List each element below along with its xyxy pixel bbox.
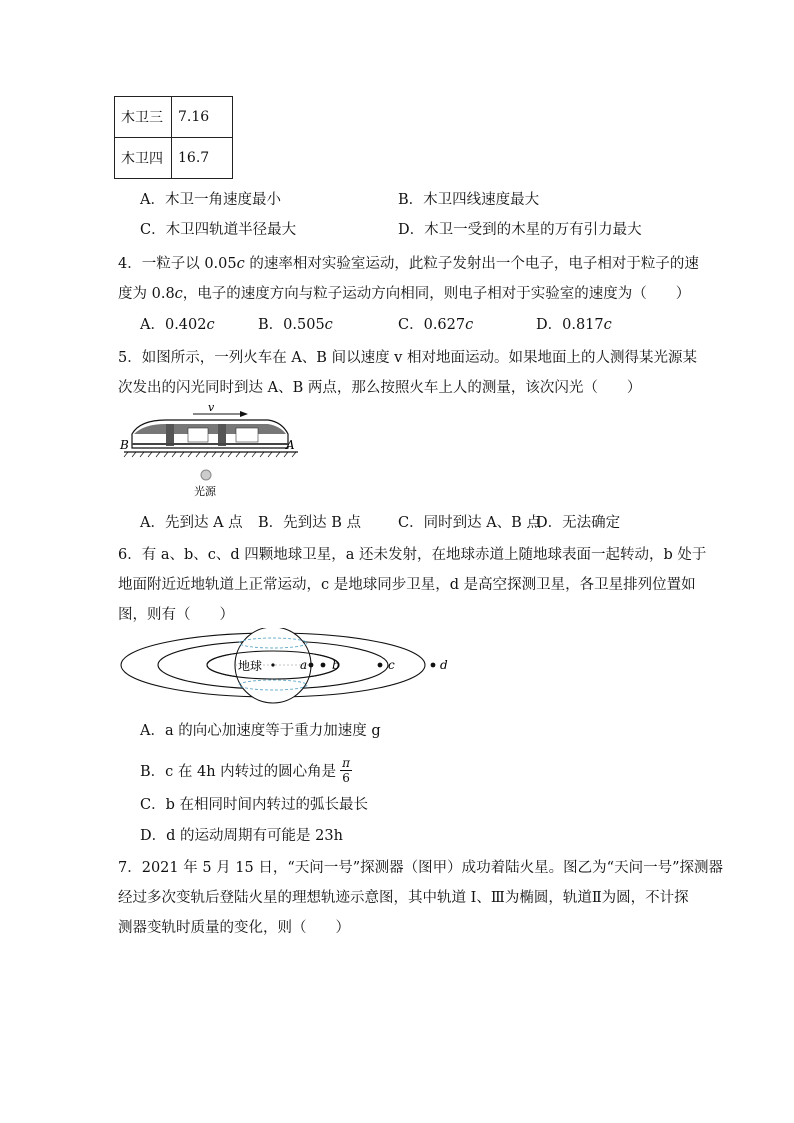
satellite-c	[378, 663, 383, 668]
q4-option-d	[536, 313, 612, 334]
q5-option-c: C．同时到达 A、B 点	[398, 515, 541, 531]
q7-stem-line3: 测器变轨时质量的变化，则（ ）	[118, 920, 350, 936]
q4-text: 4．一粒子以 0.05	[118, 256, 237, 272]
q3-option-d: D．木卫一受到的木星的万有引力最大	[398, 222, 642, 238]
q6-option-d: D．d 的运动周期有可能是 23h	[140, 828, 343, 844]
table-cell-value: 7.16	[172, 97, 233, 138]
satellite-a	[309, 663, 314, 668]
table-row	[115, 138, 233, 179]
light-source-icon	[201, 470, 211, 480]
fig-label-earth: 地球	[238, 659, 263, 673]
fraction-numerator: π	[342, 756, 351, 770]
fig-label-v: v	[208, 401, 215, 414]
q5-stem-line2: 次发出的闪光同时到达 A、B 两点，那么按照火车上人的测量，该次闪光（ ）	[118, 380, 642, 396]
fraction	[340, 756, 352, 785]
q4-option-c	[398, 313, 473, 334]
q5-stem-line1: 5．如图所示，一列火车在 A、B 间以速度 v 相对地面运动。如果地面上的人测得某光源某	[118, 350, 697, 366]
q4-text: 的速率相对实验室运动，此粒子发射出一个电子，电子相对于粒子的速	[244, 256, 699, 272]
satellite-orbit-figure	[118, 628, 458, 712]
q4-opt-text: C．0.627	[398, 317, 466, 333]
moon-data-table	[114, 96, 233, 179]
q4-text: ，电子的速度方向与粒子运动方向相同，则电子相对于实验室的速度为（ ）	[182, 286, 691, 302]
fig-label-source: 光源	[194, 485, 216, 498]
q4-option-b	[258, 313, 333, 334]
fig-label-c: c	[388, 658, 395, 672]
q4-stem-line1	[118, 252, 699, 273]
q6-option-b-text: B．c 在 4h 内转过的圆心角是	[140, 764, 337, 780]
q6-option-c: C．b 在相同时间内转过的弧长最长	[140, 797, 368, 813]
table-cell-name: 木卫四	[115, 138, 172, 179]
q3-option-c: C．木卫四轨道半径最大	[140, 222, 297, 238]
q3-option-b: B．木卫四线速度最大	[398, 192, 540, 208]
q4-opt-unit: c	[206, 317, 215, 333]
q4-stem-line2	[118, 282, 690, 303]
q4-var: c	[236, 256, 245, 272]
q4-option-a	[140, 313, 215, 334]
q4-text: 度为 0.8	[118, 286, 175, 302]
q4-opt-unit: c	[465, 317, 474, 333]
q5-option-a: A．先到达 A 点	[140, 515, 243, 531]
table-cell-value: 16.7	[172, 138, 233, 179]
fig-label-a: a	[300, 658, 308, 672]
q4-opt-text: A．0.402	[140, 317, 207, 333]
q7-stem-line2: 经过多次变轨后登陆火星的理想轨迹示意图，其中轨道 Ⅰ、Ⅲ为椭圆，轨道Ⅱ为圆，不计探	[118, 890, 689, 906]
satellite-d	[431, 663, 436, 668]
q4-opt-text: D．0.817	[536, 317, 604, 333]
q6-option-b	[140, 756, 352, 785]
q4-var: c	[174, 286, 183, 302]
fig-label-d: d	[440, 658, 448, 672]
table-cell-name: 木卫三	[115, 97, 172, 138]
q5-option-b: B．先到达 B 点	[258, 515, 362, 531]
q4-opt-unit: c	[324, 317, 333, 333]
q6-stem-line1: 6．有 a、b、c、d 四颗地球卫星，a 还未发射，在地球赤道上随地球表面一起转动，b 处于	[118, 547, 707, 563]
fig-label-b: B	[120, 438, 129, 452]
q6-stem-line3: 图，则有（ ）	[118, 607, 234, 623]
fig-label-a: A	[286, 438, 295, 452]
satellite-b	[321, 663, 326, 668]
train-figure	[118, 400, 308, 500]
q6-stem-line2: 地面附近近地轨道上正常运动，c 是地球同步卫星，d 是高空探测卫星，各卫星排列位置如	[118, 577, 696, 593]
q3-option-a: A．木卫一角速度最小	[140, 192, 281, 208]
fraction-denominator: 6	[342, 771, 350, 785]
q7-stem-line1: 7．2021 年 5 月 15 日，“天问一号”探测器（图甲）成功着陆火星。图乙为“天问一号”探测器	[118, 860, 723, 876]
q4-opt-unit: c	[603, 317, 612, 333]
fig-label-b: b	[332, 658, 340, 672]
q6-option-a: A．a 的向心加速度等于重力加速度 g	[140, 723, 381, 739]
table-row	[115, 97, 233, 138]
q4-opt-text: B．0.505	[258, 317, 325, 333]
q5-option-d: D．无法确定	[536, 515, 621, 531]
